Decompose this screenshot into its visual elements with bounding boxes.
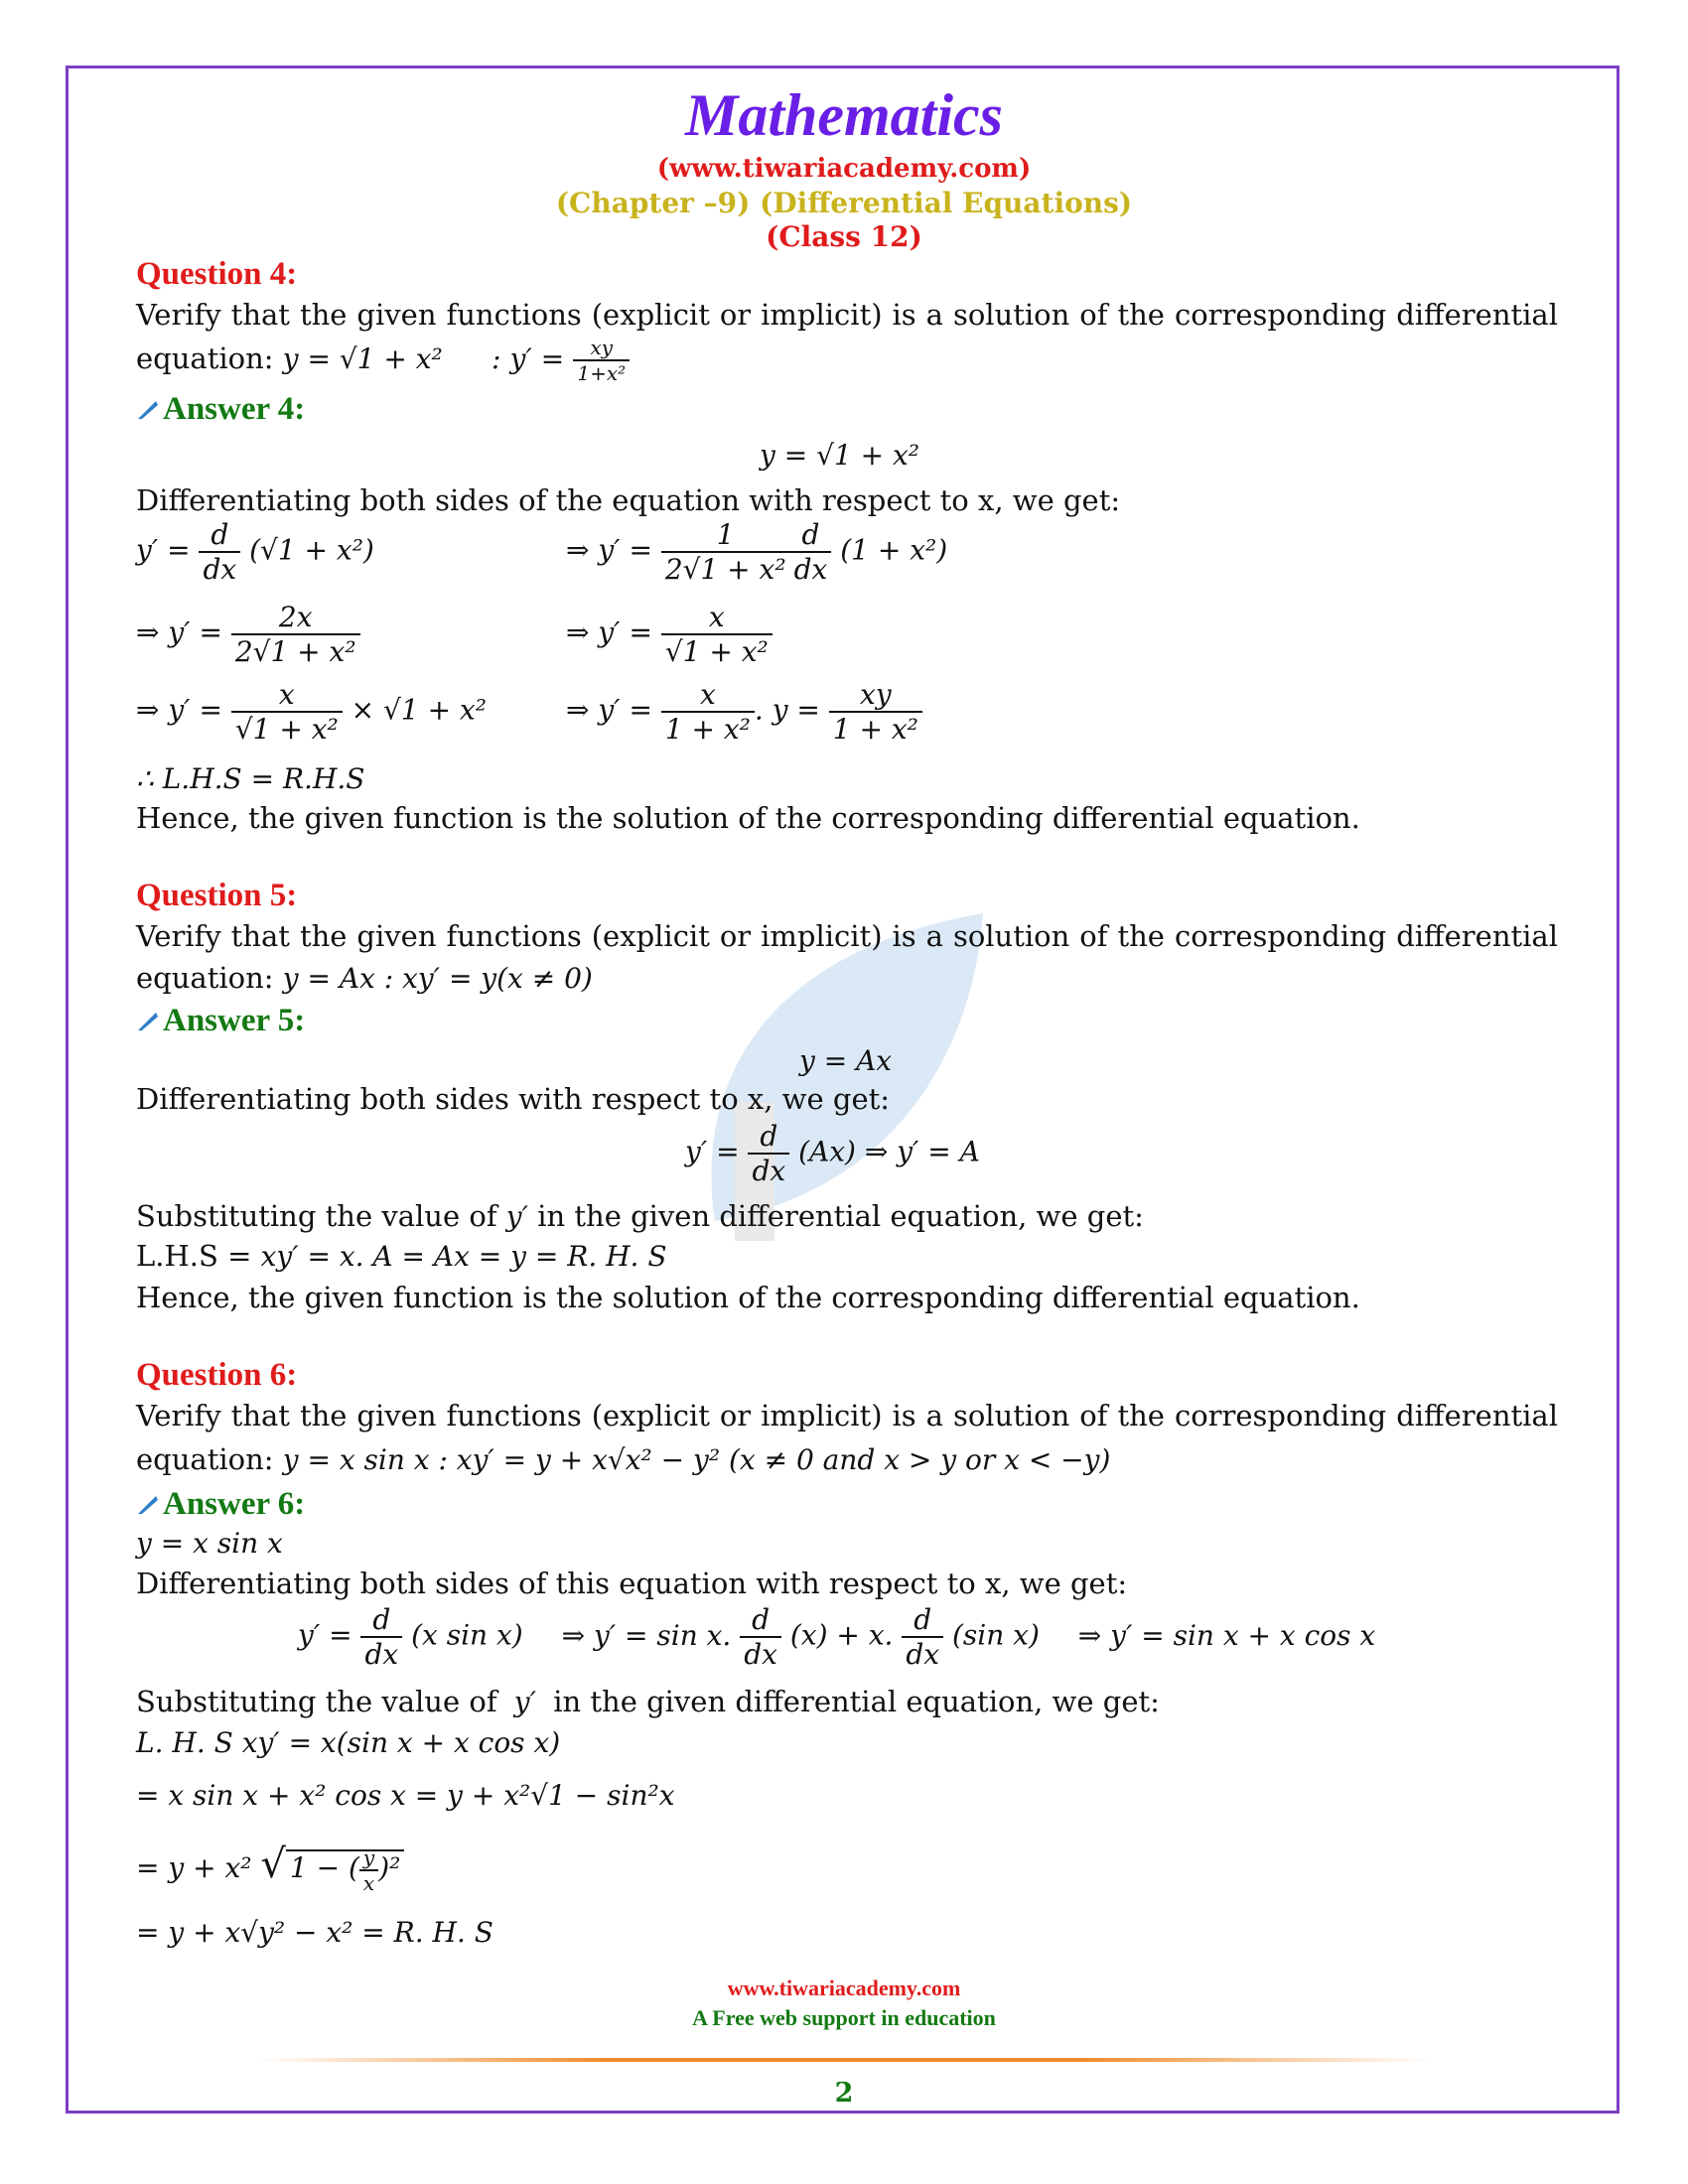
a6-s3-post: )² [378,1851,401,1884]
a4-r1b-ddx [790,518,832,586]
a5-lhs-line [136,1239,667,1273]
a6-s3-frac [359,1845,378,1895]
a5-ddx [748,1120,789,1187]
a5-given: y = Ax [799,1044,893,1077]
a4-conclusion: Hence, the given function is the solution of the corresponding differential equation. [136,801,1360,835]
d: d [740,1603,781,1638]
q4-eq-fraction [573,336,630,385]
a4-therefore: ∴ L.H.S = R.H.S [136,762,365,795]
a4-r3b-frac2 [829,678,922,746]
den: x [362,1870,375,1895]
q6-eq-prefix: equation: [136,1442,274,1476]
a6-p2: (x sin x) [411,1618,523,1652]
num: 2x [231,601,360,635]
a5-intro: Differentiating both sides with respect to x, we get: [136,1082,891,1116]
a6-p4: (x) + x. [789,1618,894,1652]
a5-conclusion: Hence, the given function is the solution of the corresponding differential equation. [136,1281,1360,1314]
question-4-heading: Question 4: [136,256,298,292]
question-6-equation [136,1442,1110,1476]
den: 1 + x² [664,713,751,746]
q4-eq-sep: : [491,342,501,375]
dx: dx [793,553,828,586]
question-5-equation [136,961,593,995]
footer-site: www.tiwariacademy.com [727,1976,961,2000]
a5-lhs: y′ = [685,1135,740,1168]
answer-5-label: Answer 5: [163,1003,306,1038]
dx: dx [752,1155,786,1187]
a5-subst-pre: Substituting the value of [136,1199,497,1233]
a6-ddx-1 [360,1603,402,1671]
num: x [231,678,343,713]
a4-row3-left [136,678,487,746]
a4-given: y = √1 + x² [760,439,920,472]
a5-subst-var: y′ [505,1200,528,1233]
answer-6-label: Answer 6: [163,1486,306,1522]
d: d [360,1603,402,1638]
a4-intro: Differentiating both sides of the equation with respect to x, we get: [136,483,1121,517]
q4-eq-den: 1+x² [577,361,627,385]
den: 1 + x² [832,713,918,746]
a6-p5: (sin x) [951,1618,1040,1652]
sqrt-sign: √ [260,1842,286,1887]
page-title: Mathematics [684,82,1003,148]
a6-step-4: = y + x√y² − x² = R. H. S [136,1916,493,1949]
a6-intro: Differentiating both sides of this equation with respect to x, we get: [136,1567,1128,1600]
a6-subst-pre: Substituting the value of [136,1685,497,1718]
a4-r2b-frac [661,601,773,668]
question-4-equation [136,336,630,385]
a4-r3a-rhs: × √1 + x² [351,693,487,727]
a4-r1b-rhs: (1 + x²) [840,533,948,567]
a4-row2-right [566,601,773,668]
a4-row3-right [566,678,922,746]
a5-rhs: (Ax) ⇒ y′ = A [798,1135,980,1168]
answer-4-heading [136,391,305,428]
a4-row1-right [566,518,947,586]
question-6-text: Verify that the given functions (explicit or implicit) is a solution of the corresponding differential [136,1399,1558,1433]
a6-ddx-3 [902,1603,943,1671]
num: x [661,678,755,713]
page-number: 2 [834,2078,854,2109]
a6-subst-var: y′ [513,1686,536,1718]
question-4-text: Verify that the given functions (explicit or implicit) is a solution of the corresponding differential [136,298,1558,332]
d: d [748,1120,789,1155]
q5-eq-prefix: equation: [136,961,274,995]
a4-row1-left [136,518,374,586]
a6-p6: ⇒ y′ = sin x + x cos x [1077,1618,1376,1652]
question-5-heading: Question 5: [136,878,298,913]
a4-r2a-lhs: ⇒ y′ = [136,615,222,649]
q6-eq: y = x sin x : xy′ = y + x√x² − y² (x ≠ 0 and x > y or x < −y) [282,1443,1111,1476]
quill-icon [136,1494,160,1516]
answer-6-heading [136,1486,305,1523]
question-5-text: Verify that the given functions (explicit or implicit) is a solution of the corresponding differential [136,919,1558,953]
a4-r3b-frac [661,678,755,746]
a4-r3a-lhs: ⇒ y′ = [136,693,222,727]
d: d [790,518,832,553]
a4-r3a-frac [231,678,343,746]
q4-eq-prefix: equation: [136,341,274,375]
a4-r1b-lhs: ⇒ y′ = [566,533,652,567]
a4-r1a-ddx [199,518,240,586]
one: 1 [661,518,790,553]
a4-r1b-frac [661,518,790,586]
den: √1 + x² [234,713,339,746]
a6-given: y = x sin x [136,1527,283,1560]
a6-s3-pre: = y + x² [136,1851,252,1884]
a6-step-1: L. H. S xy′ = x(sin x + x cos x) [136,1726,561,1759]
a5-lhs-expr: xy′ = x. A = Ax = y = R. H. S [260,1240,667,1273]
a4-r1a-lhs: y′ = [136,533,191,567]
a6-subst-post: in the given differential equation, we get: [553,1685,1160,1718]
a5-substituting [136,1199,1144,1233]
quill-icon [136,399,160,421]
a6-ddx-2 [740,1603,781,1671]
a6-s3-radicand [286,1844,404,1895]
dx: dx [364,1638,399,1671]
q5-eq: y = Ax : xy′ = y(x ≠ 0) [282,962,593,995]
num: xy [829,678,922,713]
a4-r2a-frac [231,601,360,668]
a5-subst-post: in the given differential equation, we get: [537,1199,1144,1233]
footer-tagline: A Free web support in education [692,2005,996,2030]
header-site: (www.tiwariacademy.com) [656,154,1032,184]
answer-5-heading [136,1003,305,1039]
question-6-heading: Question 6: [136,1357,298,1393]
header-chapter: (Chapter –9) (Differential Equations) [555,187,1133,219]
num: x [661,601,773,635]
den: 2√1 + x² [234,635,356,668]
a6-p1: y′ = [298,1618,352,1652]
footer-divider [258,2058,1430,2062]
a6-substituting [136,1685,1160,1718]
q4-eq-num: xy [573,336,630,361]
q4-eq-lhs: y′ = [509,342,565,375]
dx: dx [906,1638,940,1671]
a4-r2b-lhs: ⇒ y′ = [566,615,652,649]
header-class: (Class 12) [766,220,922,253]
a4-r3b-lhs: ⇒ y′ = [566,693,652,727]
answer-4-label: Answer 4: [163,391,306,427]
q4-eq-func: y = √1 + x² [282,342,443,375]
a4-r1a-rhs: (√1 + x²) [249,533,374,567]
a6-s3-body: 1 − ( [289,1851,359,1884]
a6-step-2: = x sin x + x² cos x = y + x²√1 − sin²x [136,1779,675,1812]
dx: dx [744,1638,777,1671]
a6-step-3 [136,1842,404,1895]
d: d [902,1603,943,1638]
a6-p3: ⇒ y′ = sin x. [561,1618,732,1652]
quill-icon [136,1011,160,1032]
a6-derivative [298,1603,1375,1671]
num: y [359,1845,378,1871]
d: d [199,518,240,553]
a4-row2-left [136,601,360,668]
den: √1 + x² [664,635,769,668]
a5-lhs-label: L.H.S = [136,1239,252,1273]
den: 2√1 + x² [664,553,786,586]
dx: dx [203,553,237,586]
a5-derivative [685,1120,980,1187]
a4-r3b-mid: . y = [754,693,820,727]
